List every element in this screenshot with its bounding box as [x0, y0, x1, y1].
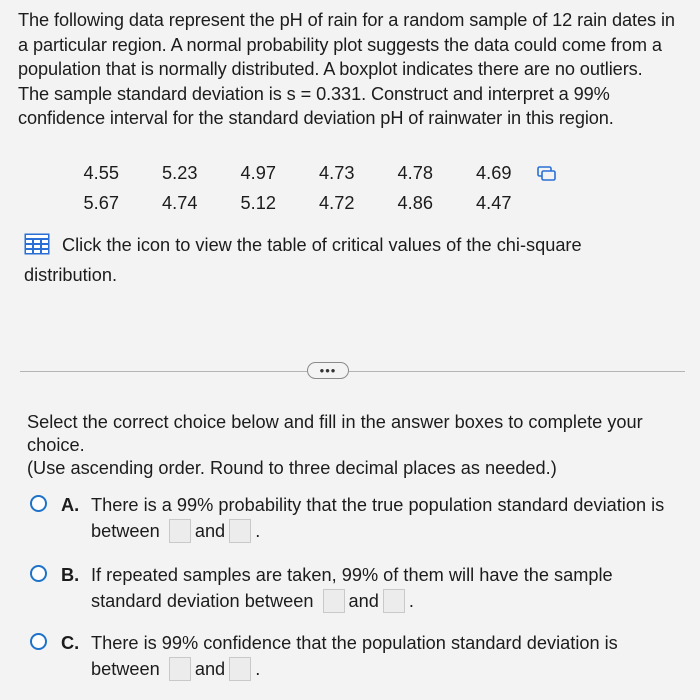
- problem-statement: The following data represent the pH of rain for a random sample of 12 rain dates in a particular region. A normal probability plot suggests the data could come from a population that is normally distributed. A boxplot indicates there are no outliers. The sample standard deviation is s = 0.331. Construct and interpret a 99% confidence interval for the standard deviation pH of rainwater in this region.: [18, 10, 675, 128]
- choice-letter: B.: [61, 565, 80, 585]
- choice-letter: C.: [61, 633, 80, 653]
- data-cell: 4.47: [476, 192, 512, 213]
- answer-box-lower[interactable]: [169, 657, 191, 681]
- choice-text-and: and: [348, 591, 379, 611]
- choice-text-after: .: [255, 659, 261, 679]
- choice-text-after: .: [255, 521, 261, 541]
- data-row: [62, 188, 533, 218]
- expand-button[interactable]: •••: [307, 362, 349, 379]
- answer-box-upper[interactable]: [229, 657, 251, 681]
- data-row: [62, 158, 533, 188]
- choice-text: [91, 562, 671, 614]
- data-table: [62, 158, 533, 218]
- data-cell: 4.97: [240, 162, 276, 183]
- table-icon[interactable]: [24, 233, 50, 255]
- answer-box-upper[interactable]: [229, 519, 251, 543]
- choice-letter: A.: [61, 495, 80, 515]
- instructions-main: Select the correct choice below and fill in the answer boxes to complete your choice.: [27, 412, 643, 455]
- data-cell: 4.55: [83, 162, 119, 183]
- data-cell: 4.72: [319, 192, 355, 213]
- data-cell: 4.78: [397, 162, 433, 183]
- choice-text: [91, 630, 671, 682]
- choice-text-and: and: [194, 659, 226, 679]
- choice-text-before: If repeated samples are taken, 99% of them will have the sample standard deviation between: [91, 565, 613, 611]
- copy-data-icon[interactable]: [537, 164, 557, 182]
- choice-text-after: .: [408, 591, 414, 611]
- instructions: [27, 411, 677, 480]
- choice-text: [91, 492, 671, 544]
- data-cell: 5.23: [162, 162, 198, 183]
- choice-text-and: and: [194, 521, 226, 541]
- answer-box-lower[interactable]: [169, 519, 191, 543]
- answer-box-lower[interactable]: [323, 589, 345, 613]
- radio-a[interactable]: [30, 495, 47, 512]
- choice-text-before: There is a 99% probability that the true population standard deviation is between: [91, 495, 665, 541]
- data-cell: 4.74: [162, 192, 198, 213]
- answer-box-upper[interactable]: [383, 589, 405, 613]
- radio-c[interactable]: [30, 633, 47, 650]
- chi-square-table-link[interactable]: [24, 230, 664, 290]
- data-cell: 5.12: [240, 192, 276, 213]
- radio-b[interactable]: [30, 565, 47, 582]
- instructions-rounding: (Use ascending order. Round to three decimal places as needed.): [27, 458, 557, 478]
- data-cell: 4.86: [397, 192, 433, 213]
- choice-text-before: There is 99% confidence that the population standard deviation is between: [91, 633, 618, 679]
- data-cell: 5.67: [83, 192, 119, 213]
- table-link-text: Click the icon to view the table of critical values of the chi-square distribution.: [24, 235, 582, 285]
- section-divider: [20, 371, 685, 372]
- data-cell: 4.73: [319, 162, 355, 183]
- data-cell: 4.69: [476, 162, 512, 183]
